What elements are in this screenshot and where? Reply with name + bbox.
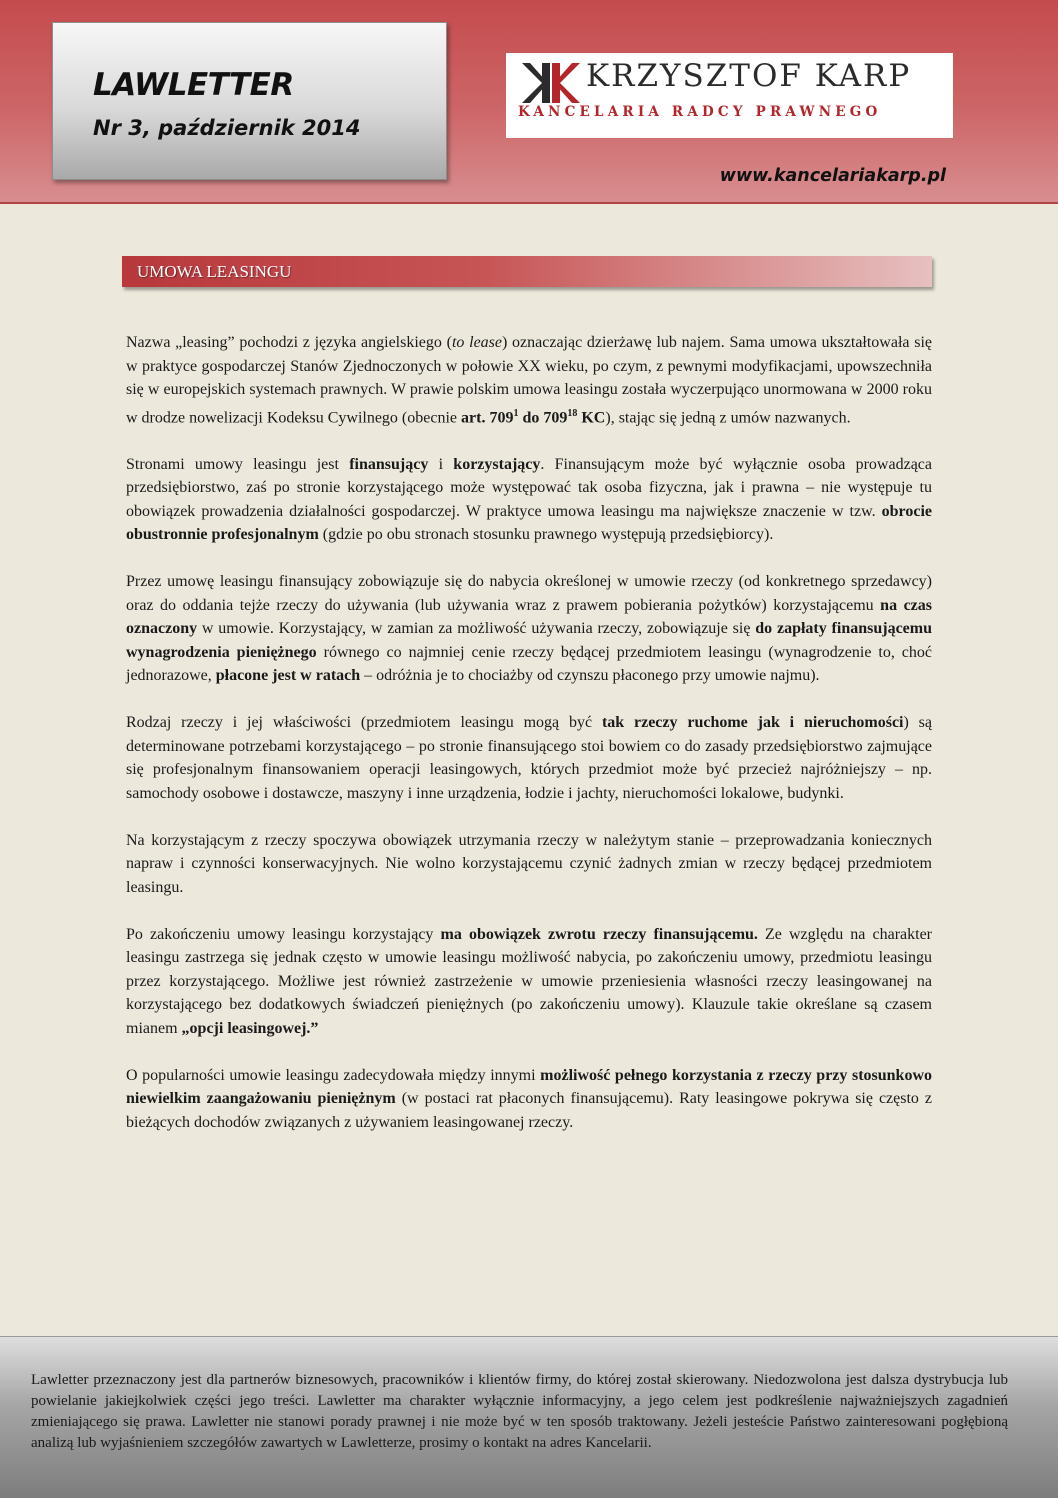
text-run: do 709 bbox=[518, 408, 568, 426]
newsletter-title: LAWLETTER bbox=[93, 67, 294, 103]
logo-tagline: KANCELARIA RADCY PRAWNEGO bbox=[518, 104, 882, 120]
paragraph bbox=[126, 453, 932, 547]
text-run: ) są determinowane potrzebami korzystającego – po stronie finansującego stoi bowiem co do zasady przedsiębiorstwo zajmujące się profesjonalnym finansowaniem operacji leasingowych, których przedmiot może być przecież najróżniejszy – np. samochody osobowe i dostawcze, maszyny i inne urządzenia, łodzie i jachty, nieruchomości lokalowe, budynki. bbox=[126, 714, 933, 802]
text-run: KC bbox=[577, 408, 606, 426]
section-title: UMOWA LEASINGU bbox=[137, 262, 292, 281]
text-run: „opcji leasingowej.” bbox=[181, 1019, 319, 1037]
text-run: tak rzeczy ruchome jak i nieruchomości bbox=[601, 714, 904, 732]
text-run: (gdzie po obu stronach stosunku prawnego występują przedsiębiorcy). bbox=[318, 526, 774, 544]
text-run: ), stając się jedną z umów nazwanych. bbox=[605, 408, 851, 426]
text-run: Nazwa „leasing” pochodzi z języka angielskiego ( bbox=[126, 334, 452, 351]
paragraph bbox=[126, 1064, 932, 1135]
text-run: i bbox=[428, 455, 454, 473]
text-run: płacone jest w ratach bbox=[215, 667, 361, 685]
text-run: . Finansującym może być wyłącznie osoba prowadząca przedsiębiorstwo, zaś po stronie korzystającego może występować tak osoba fizyczna, jak i prawna – nie występuje tu obowiązek prowadzenia działalności gospodarczej. W praktyce umowa leasingu ma największe znaczenie w tzw. bbox=[126, 455, 932, 520]
text-run: możliwość pełnego korzystania z rzeczy przy stosunkowo niewielkim zaangażowaniu pieniężnym bbox=[126, 1066, 933, 1108]
article-body bbox=[126, 331, 932, 1158]
paragraph bbox=[126, 570, 932, 688]
section-header bbox=[122, 256, 932, 287]
title-box bbox=[52, 22, 447, 180]
text-run: Rodzaj rzeczy i jej właściwości (przedmiotem leasingu mogą być bbox=[126, 714, 602, 732]
text-run: (w postaci rat płaconych finansującemu). Raty leasingowe pokrywa się często z bieżących dochodów związanych z używaniem leasingowanej rzeczy. bbox=[126, 1090, 933, 1131]
text-run: na czas oznaczony bbox=[126, 596, 933, 638]
paragraph bbox=[126, 331, 932, 429]
footer-disclaimer: Lawletter przeznaczony jest dla partnerów biznesowych, pracowników i klientów firmy, do której został skierowany. Niedozwolona jest dalsza dystrybucja lub powielanie jakiejkolwiek części jego treści. Lawletter ma charakter wyłącznie informacyjny, a jego celem jest podkreślenie najważniejszych zagadnień zmieniającego się prawa. Lawletter nie stanowi porady prawnej i nie może być w ten sposób traktowany. Jeżeli jesteście Państwo zainteresowani pogłębioną analizą lub wyjaśnieniem szczegółów zawartych w Lawletterze, prosimy o kontakt na adres Kancelarii. bbox=[31, 1372, 1008, 1451]
text-run: 1 bbox=[513, 407, 519, 419]
header-band bbox=[0, 0, 1058, 204]
text-run: ma obowiązek zwrotu rzeczy finansującemu. bbox=[440, 925, 758, 943]
text-run: finansujący bbox=[349, 455, 429, 473]
kk-monogram-icon bbox=[518, 61, 584, 105]
text-run: art. 709 bbox=[461, 408, 514, 426]
text-run: w umowie. Korzystający, w zamian za możliwość używania rzeczy, zobowiązuje się bbox=[197, 620, 756, 638]
logo-name: KRZYSZTOF KARP bbox=[586, 58, 912, 94]
text-run: Ze względu na charakter leasingu zastrzega się jednak często w umowie leasingu możliwość nabycia, po zakończeniu umowy, przedmiotu leasingu przez korzystającego. Możliwe jest również zastrzeżenie w umowie przeniesienia własności rzeczy leasingowanej na korzystającego bez dodatkowych świadczeń pieniężnych (po zakończeniu umowy). Klauzule takie określane są czasem mianem bbox=[126, 925, 933, 1037]
text-run: równego co najmniej cenie rzeczy będącej przedmiotem leasingu (wynagrodzenie to, choć jednorazowe, bbox=[126, 643, 932, 685]
paragraph bbox=[126, 711, 932, 805]
text-run: do zapłaty finansującemu wynagrodzenia pieniężnego bbox=[126, 620, 933, 661]
text-run: – odróżnia je to chociażby od czynszu płaconego przy umowie najmu). bbox=[360, 667, 820, 685]
paragraph bbox=[126, 923, 932, 1041]
paragraph bbox=[126, 829, 932, 900]
website-link[interactable]: www.kancelariakarp.pl bbox=[719, 166, 946, 186]
text-run: Na korzystającym z rzeczy spoczywa obowiązek utrzymania rzeczy w należytym stanie – przeprowadzania koniecznych napraw i czynności konserwacyjnych. Nie wolno korzystającemu czynić żadnych zmian w rzeczy będącej przedmiotem leasingu. bbox=[126, 831, 932, 896]
text-run: korzystający bbox=[453, 455, 541, 473]
footer-band bbox=[0, 1336, 1058, 1498]
text-run: Przez umowę leasingu finansujący zobowiązuje się do nabycia określonej w umowie rzeczy (od konkretnego sprzedawcy) oraz do oddania tejże rzeczy do używania (lub używania wraz z prawem pobierania pożytków) korzystającemu bbox=[126, 573, 932, 614]
text-run: O popularności umowie leasingu zadecydowała między innymi bbox=[126, 1066, 541, 1084]
text-run: 18 bbox=[567, 407, 578, 419]
text-run: Stronami umowy leasingu jest bbox=[126, 455, 350, 473]
text-run: Po zakończeniu umowy leasingu korzystający bbox=[126, 925, 441, 943]
text-run: ) oznaczając dzierżawę lub najem. Sama umowa ukształtowała się w praktyce gospodarczej Stanów Zjednoczonych w połowie XX wieku, po czym, z pewnymi modyfikacjami, upowszechniła się w europejskich systemach prawnych. W prawie polskim umowa leasingu została wyczerpująco unormowana w 2000 roku w drodze nowelizacji Kodeksu Cywilnego (obecnie bbox=[126, 334, 932, 426]
firm-logo bbox=[506, 53, 953, 138]
text-run: obrocie obustronnie profesjonalnym bbox=[126, 502, 932, 544]
issue-subtitle: Nr 3, październik 2014 bbox=[93, 116, 361, 140]
text-run: to lease bbox=[451, 334, 502, 351]
